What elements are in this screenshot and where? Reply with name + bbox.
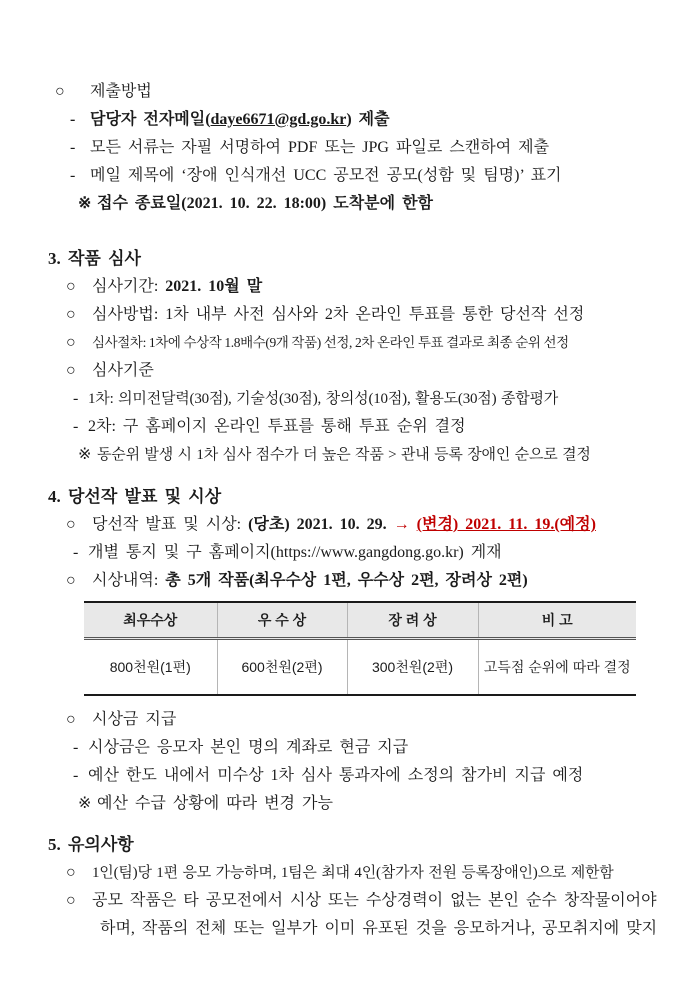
award-table-header-excellence: 우 수 상 — [217, 602, 347, 639]
judging-criteria-title: 심사기준 — [92, 362, 154, 379]
judging-tie-note-line — [0, 441, 700, 469]
reference-mark-icon: ※ — [78, 795, 92, 812]
submission-scan-line — [0, 134, 700, 162]
judging-procedure-line — [0, 329, 700, 357]
circle-bullet-icon: ○ — [66, 362, 76, 379]
circle-bullet-icon: ○ — [66, 892, 76, 909]
judging-section — [0, 245, 700, 469]
announcement-original-date: (당초) 2021. 10. 29. — [248, 516, 394, 533]
notes-limit-text: 1인(팀)당 1편 응모 가능하며, 1팀은 최대 4인(참가자 전원 등록장애인)으로 제한함 — [92, 865, 614, 881]
circle-bullet-icon: ○ — [66, 516, 76, 533]
circle-bullet-icon: ○ — [66, 278, 76, 295]
submission-scan-text: 모든 서류는 자필 서명하여 PDF 또는 JPG 파일로 스캔하여 제출 — [90, 139, 550, 156]
award-table-row — [84, 639, 636, 696]
budget-note-text: 예산 수급 상황에 따라 변경 가능 — [97, 795, 333, 812]
circle-bullet-icon: ○ — [66, 864, 76, 881]
award-table-header-grand: 최우수상 — [84, 602, 217, 639]
judging-method-line — [0, 301, 700, 329]
submission-method-title-line — [0, 78, 700, 106]
payment-title-line — [0, 706, 700, 734]
contact-email: daye6671@gd.go.kr — [210, 111, 347, 128]
dash-bullet-icon: - — [73, 767, 79, 784]
dash-bullet-icon: - — [70, 167, 76, 184]
payment-fee-text: 예산 한도 내에서 미수상 1차 심사 통과자에 소정의 참가비 지급 예정 — [88, 767, 584, 784]
award-table-header-encouragement: 장 려 상 — [347, 602, 478, 639]
submission-email-line — [0, 106, 700, 134]
submission-subject-text: 메일 제목에 ‘장애 인식개선 UCC 공모전 공모(성함 및 팀명)’ 표기 — [90, 167, 562, 184]
submission-method-block — [0, 78, 700, 218]
submission-email-post: ) 제출 — [346, 111, 390, 128]
arrow-right-icon: → — [393, 516, 417, 533]
reference-mark-icon: ※ — [78, 195, 92, 212]
notes-section — [0, 831, 700, 943]
award-grand-prize: 800천원(1편) — [109, 659, 191, 675]
judging-period-label: 심사기간: — [92, 278, 166, 295]
dash-bullet-icon: - — [73, 739, 79, 756]
award-table — [84, 601, 636, 696]
submission-method-title: 제출방법 — [90, 83, 152, 100]
circle-bullet-icon: ○ — [66, 306, 76, 323]
notes-originality-continuation-line — [0, 915, 700, 943]
notes-originality-line — [0, 887, 700, 915]
award-table-header-row — [84, 602, 636, 639]
payment-cash-text: 시상금은 응모자 본인 명의 계좌로 현금 지급 — [88, 739, 409, 756]
award-encouragement-prize: 300천원(2편) — [347, 639, 478, 696]
submission-deadline-note-line — [0, 190, 700, 218]
judging-procedure-text: 심사절차: 1차에 수상작 1.8배수(9개 작품) 선정, 2차 온라인 투표 결과로 최종 순위 선정 — [92, 335, 569, 350]
reference-mark-icon: ※ — [78, 446, 92, 463]
payment-cash-line — [0, 734, 700, 762]
award-excellence-prize: 600천원(2편) — [217, 639, 347, 696]
awards-summary-value: 총 5개 작품(최우수상 1편, 우수상 2편, 장려상 2편) — [165, 572, 528, 589]
dash-bullet-icon: - — [70, 111, 76, 128]
judging-criteria-title-line — [0, 357, 700, 385]
dash-bullet-icon: - — [70, 139, 76, 156]
award-remarks: 고득점 순위에 따라 결정 — [478, 639, 636, 696]
dash-bullet-icon: - — [73, 418, 79, 435]
awards-section — [0, 483, 700, 818]
judging-criteria-first-line — [0, 385, 700, 413]
awards-summary-label: 시상내역: — [92, 572, 166, 589]
submission-deadline-note: 접수 종료일(2021. 10. 22. 18:00) 도착분에 한함 — [97, 195, 434, 212]
notes-section-heading: 5. 유의사항 — [48, 835, 134, 854]
notes-originality-text: 공모 작품은 타 공모전에서 시상 또는 수상경력이 없는 본인 순수 창작물이어야 — [92, 892, 657, 909]
awards-summary-line — [0, 567, 700, 595]
announcement-line — [0, 511, 700, 539]
awards-section-heading: 4. 당선작 발표 및 시상 — [48, 487, 222, 506]
circle-bullet-icon: ○ — [66, 334, 76, 351]
notes-limit-line — [0, 859, 700, 887]
judging-period-line — [0, 273, 700, 301]
payment-fee-line — [0, 762, 700, 790]
announcement-posting-text: 개별 통지 및 구 홈페이지(https://www.gangdong.go.kr) 게재 — [88, 544, 502, 561]
award-table-header-remarks: 비 고 — [478, 602, 636, 639]
circle-bullet-icon: ○ — [55, 83, 65, 100]
budget-note-line — [0, 790, 700, 818]
submission-subject-line — [0, 162, 700, 190]
judging-section-heading: 3. 작품 심사 — [48, 249, 141, 268]
submission-email-pre: 담당자 전자메일( — [90, 111, 211, 128]
judging-method-text: 심사방법: 1차 내부 사전 심사와 2차 온라인 투표를 통한 당선작 선정 — [92, 306, 585, 323]
circle-bullet-icon: ○ — [66, 572, 76, 589]
dash-bullet-icon: - — [73, 544, 79, 561]
announcement-posting-line — [0, 539, 700, 567]
dash-bullet-icon: - — [73, 390, 79, 407]
judging-tie-note-text: 동순위 발생 시 1차 심사 점수가 더 높은 작품 > 관내 등록 장애인 순으로 결정 — [97, 447, 591, 463]
notes-originality-continuation-text: 하며, 작품의 전체 또는 일부가 이미 유포된 것을 응모하거나, 공모취지에 맞지 — [100, 920, 658, 937]
announcement-label: 당선작 발표 및 시상: — [92, 516, 249, 533]
judging-criteria-second-text: 2차: 구 홈페이지 온라인 투표를 통해 투표 순위 결정 — [88, 418, 466, 435]
announcement-changed-date: (변경) 2021. 11. 19.(예정) — [416, 516, 596, 533]
circle-bullet-icon: ○ — [66, 711, 76, 728]
judging-criteria-first-text: 1차: 의미전달력(30점), 기술성(30점), 창의성(10점), 활용도(30점) 종합평가 — [88, 391, 559, 407]
judging-criteria-second-line — [0, 413, 700, 441]
judging-period-value: 2021. 10월 말 — [165, 278, 263, 295]
payment-title: 시상금 지급 — [92, 711, 177, 728]
